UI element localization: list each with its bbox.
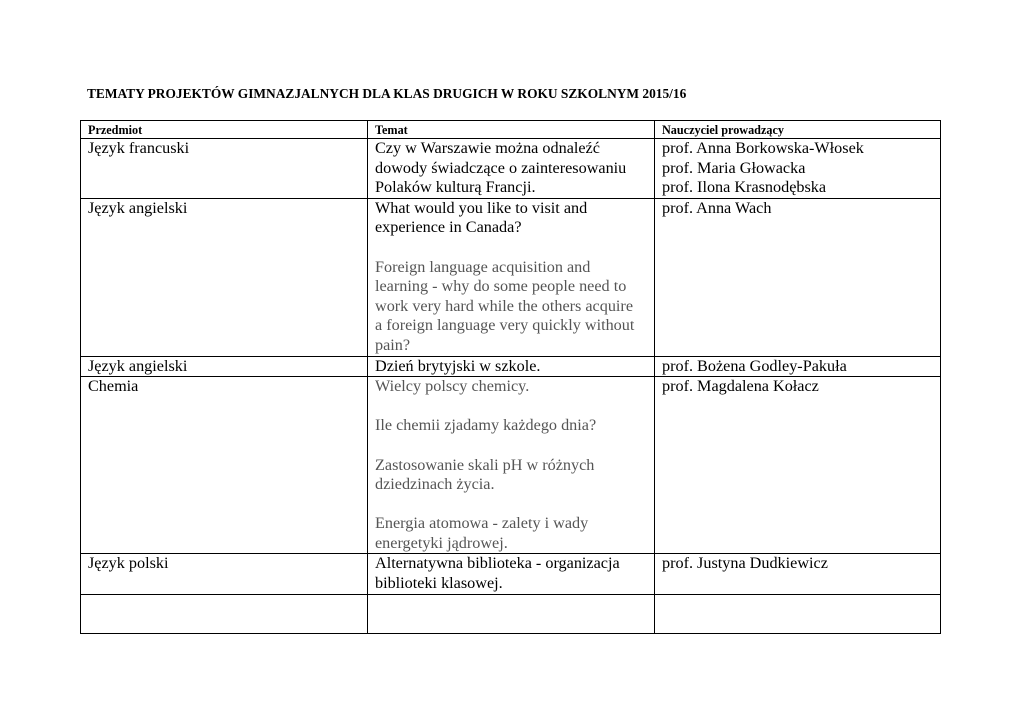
table-row [81,554,941,594]
topic-item [375,456,648,495]
teacher-name: prof. Justyna Dudkiewicz [662,554,828,573]
topic-line: dowody świadczące o zainteresowaniu [375,158,627,177]
teacher-cell [655,594,941,633]
table-header-row [81,121,941,139]
topic-line: pain? [375,335,411,354]
topic-cell [368,356,655,377]
topic-line: Zastosowanie skali pH w różnych [375,455,595,474]
subject-cell: Język angielski [81,198,368,356]
teacher-name: prof. Anna Wach [662,198,772,217]
topic-spacer [375,436,648,456]
teacher-cell [655,377,941,554]
topic-line: experience in Canada? [375,218,522,237]
topic-line: work very hard while the others acquire [375,296,634,315]
topic-line: Alternatywna biblioteka - organizacja [375,554,620,573]
topic-item [375,199,648,238]
topic-line: Dzień brytyjski w szkole. [375,356,541,375]
topic-line: Czy w Warszawie można odnaleźć [375,139,600,157]
topic-line: What would you like to visit and [375,198,588,217]
topic-line: Wielcy polscy chemicy. [375,377,530,396]
topic-line: biblioteki klasowej. [375,574,503,593]
topic-line: Energia atomowa - zalety i wady [375,514,589,533]
topic-line: dziedzinach życia. [375,475,495,494]
topic-line: a foreign language very quickly without [375,316,635,335]
teacher-name: prof. Ilona Krasnodębska [662,178,827,197]
topic-cell [368,139,655,199]
topic-cell [368,377,655,554]
topic-item [375,554,648,593]
table-row [81,594,941,633]
teacher-cell [655,554,941,594]
topic-item [375,377,648,397]
header-subject: Przedmiot [81,121,368,139]
page-title: TEMATY PROJEKTÓW GIMNAZJALNYCH DLA KLAS DRUGICH W ROKU SZKOLNYM 2015/16 [87,86,687,101]
topic-item [375,139,648,198]
table-row [81,139,941,199]
teacher-name: prof. Magdalena Kołacz [662,377,819,396]
topic-line: energetyki jądrowej. [375,533,508,552]
topic-line: Polaków kulturą Francji. [375,178,536,197]
subject-cell: Język angielski [81,356,368,377]
topic-cell [368,554,655,594]
table-body [81,139,941,634]
topic-item [375,514,648,553]
topic-spacer [375,238,648,258]
topic-cell [368,198,655,356]
table-row [81,377,941,554]
teacher-cell [655,139,941,199]
projects-table [80,120,941,634]
teacher-cell [655,356,941,377]
teacher-name: prof. Anna Borkowska-Włosek [662,139,864,157]
topic-spacer [375,397,648,417]
subject-cell: Język polski [81,554,368,594]
teacher-name: prof. Maria Głowacka [662,158,806,177]
subject-cell: Chemia [81,377,368,554]
topic-cell [368,594,655,633]
topic-item [375,258,648,356]
topic-item [375,357,648,377]
table-row [81,356,941,377]
header-topic: Temat [368,121,655,139]
teacher-name: prof. Bożena Godley-Pakuła [662,356,847,375]
subject-cell: Język francuski [81,139,368,199]
header-teacher: Nauczyciel prowadzący [655,121,941,139]
topic-spacer [375,495,648,515]
topic-line: learning - why do some people need to [375,277,627,296]
subject-cell [81,594,368,633]
topic-item [375,416,648,436]
table-row [81,198,941,356]
topic-line: Ile chemii zjadamy każdego dnia? [375,416,597,435]
teacher-cell [655,198,941,356]
topic-line: Foreign language acquisition and [375,257,591,276]
